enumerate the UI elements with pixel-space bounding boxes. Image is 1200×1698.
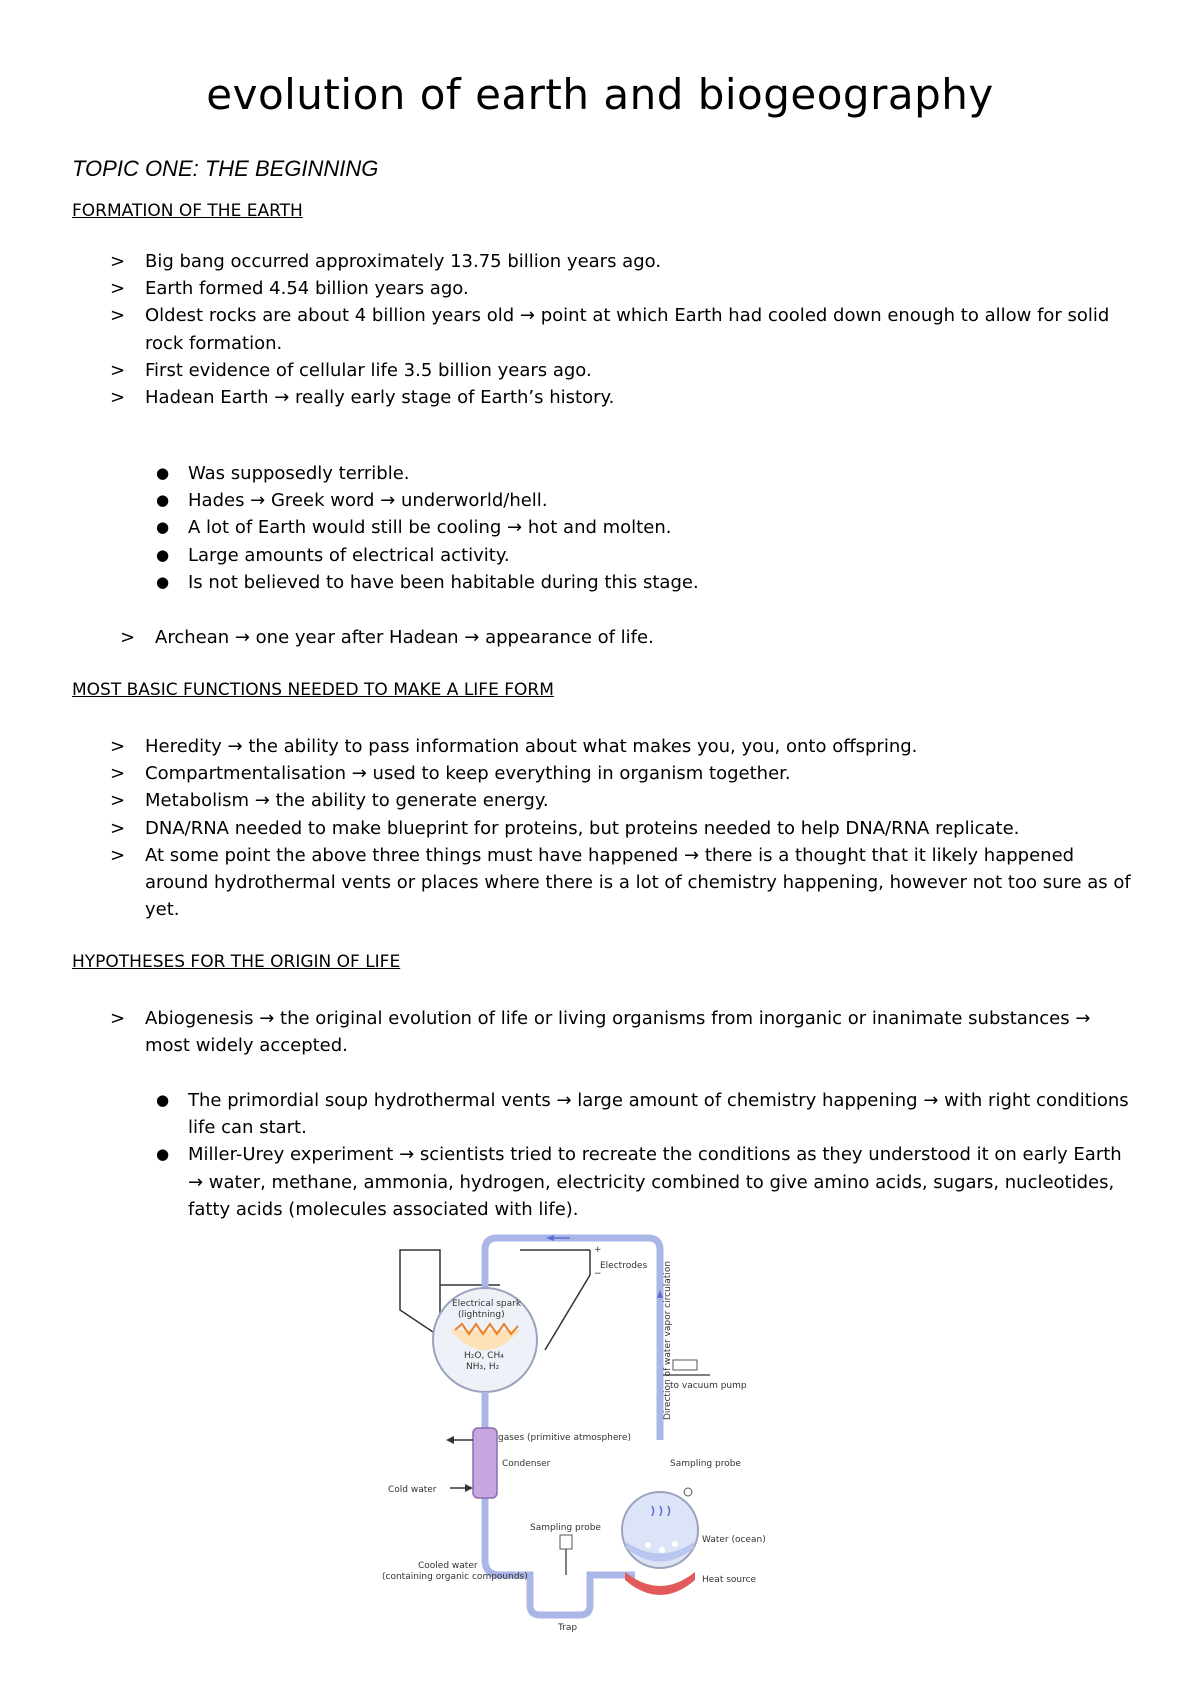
bullet-icon: ● <box>156 1145 170 1164</box>
list-item: ● The primordial soup hydrothermal vents → large amount of chemistry happening → with right conditions life can start. <box>188 1087 1138 1141</box>
electrode-plus-label: + <box>594 1245 602 1255</box>
bubble <box>645 1542 651 1548</box>
sampling-probe-bottom-label: Sampling probe <box>530 1523 601 1533</box>
list-item: ● Was supposedly terrible. <box>188 460 1138 487</box>
cold-water-label: Cold water <box>388 1485 437 1495</box>
hadean-sublist <box>156 460 1138 596</box>
bullet-icon: ● <box>156 518 170 537</box>
arrow-bullet-icon: > <box>110 251 126 272</box>
list-item: ● Is not believed to have been habitable during this stage. <box>188 569 1138 596</box>
list-item: > Hadean Earth → really early stage of Earth’s history. <box>145 384 1135 411</box>
arrow-bullet-icon: > <box>110 305 126 327</box>
list-item: ● Large amounts of electrical activity. <box>188 542 1138 569</box>
arrow-bullet-icon: > <box>110 790 126 812</box>
coolant-out-arrow-icon <box>446 1436 454 1444</box>
vacuum-pump-label: to vacuum pump <box>670 1381 747 1391</box>
sampling-probe-top-label: Sampling probe <box>670 1459 741 1469</box>
circulation-label: Direction of water vapor circulation <box>663 1260 673 1420</box>
trap-label: Trap <box>558 1623 578 1633</box>
bullet-icon: ● <box>156 572 170 591</box>
list-item: > Big bang occurred approximately 13.75 billion years ago. <box>145 248 1135 275</box>
bullet-icon: ● <box>156 491 170 510</box>
list-item: > Oldest rocks are about 4 billion years old → point at which Earth had cooled down enough to allow for solid rock formation. <box>145 302 1135 356</box>
page-title: evolution of earth and biogeography <box>206 70 994 119</box>
bullet-icon: ● <box>156 545 170 564</box>
functions-list <box>110 733 1135 923</box>
topic-heading: TOPIC ONE: THE BEGINNING <box>72 156 379 181</box>
list-item: > Heredity → the ability to pass information about what makes you, you, onto offspring. <box>145 733 1135 760</box>
section-heading-basic-functions: MOST BASIC FUNCTIONS NEEDED TO MAKE A LIFE FORM <box>72 680 554 700</box>
sampling-probe-top <box>684 1488 692 1496</box>
arrow-bullet-icon: > <box>120 627 136 648</box>
gases-label: gases (primitive atmosphere) <box>498 1433 631 1443</box>
bullet-icon: ● <box>156 1091 170 1109</box>
archean-list <box>120 624 1145 651</box>
gas-formula-1: H₂O, CH₄ <box>464 1351 504 1361</box>
electrodes-label: Electrodes <box>600 1261 648 1271</box>
trap-tube <box>525 1575 635 1615</box>
sampling-probe-bottom <box>560 1535 572 1549</box>
arrow-bullet-icon: > <box>110 1008 126 1029</box>
spark-label: Electrical spark <box>452 1299 522 1309</box>
condenser-label: Condenser <box>502 1459 551 1469</box>
electrode-wire-right <box>545 1250 590 1350</box>
water-label: Water (ocean) <box>702 1535 766 1545</box>
arrow-bullet-icon: > <box>110 359 126 381</box>
list-item: ● Miller-Urey experiment → scientists tried to recreate the conditions as they understood it on early Earth → water, methane, ammonia, hydrogen, electricity combined to give amino acids, sugars, nucleotides, fatty acids (molecules associated with life). <box>188 1141 1138 1223</box>
arrow-bullet-icon: > <box>110 844 126 866</box>
coolant-in-arrow-icon <box>465 1484 473 1492</box>
arrow-bullet-icon: > <box>110 278 126 300</box>
miller-urey-diagram <box>380 1230 840 1633</box>
arrow-bullet-icon: > <box>110 387 126 409</box>
bullet-icon: ● <box>156 464 170 482</box>
section-heading-formation: FORMATION OF THE EARTH <box>72 201 303 221</box>
list-item: > Earth formed 4.54 billion years ago. <box>145 275 1135 302</box>
hypotheses-list <box>110 1005 1135 1059</box>
electrode-minus-label: − <box>594 1269 602 1279</box>
bubble <box>672 1541 678 1547</box>
arrow-bullet-icon: > <box>110 817 126 839</box>
heat-source-icon <box>625 1572 695 1595</box>
gas-formula-2: NH₃, H₂ <box>466 1362 500 1372</box>
list-item: > Abiogenesis → the original evolution of life or living organisms from inorganic or inanimate substances → most widely accepted. <box>145 1005 1135 1059</box>
list-item: > Archean → one year after Hadean → appearance of life. <box>155 624 1145 651</box>
condenser-jacket <box>473 1428 497 1498</box>
heat-source-label: Heat source <box>702 1575 757 1585</box>
arrow-bullet-icon: > <box>110 763 126 785</box>
section-heading-hypotheses: HYPOTHESES FOR THE ORIGIN OF LIFE <box>72 952 401 972</box>
cooled-water-label-2: (containing organic compounds) <box>382 1572 528 1582</box>
list-item: > Compartmentalisation → used to keep everything in organism together. <box>145 760 1135 787</box>
bubble <box>659 1547 665 1553</box>
formation-list <box>110 248 1135 411</box>
abiogenesis-sublist <box>156 1087 1138 1223</box>
list-item: ● Hades → Greek word → underworld/hell. <box>188 487 1138 514</box>
cooled-water-label: Cooled water <box>418 1561 478 1571</box>
vacuum-valve-icon <box>673 1360 697 1370</box>
list-item: > First evidence of cellular life 3.5 billion years ago. <box>145 357 1135 384</box>
list-item: > At some point the above three things must have happened → there is a thought that it likely happened around hydrothermal vents or places where there is a lot of chemistry happening, however not too sure as of yet. <box>145 842 1135 924</box>
list-item: > Metabolism → the ability to generate energy. <box>145 787 1135 814</box>
list-item: ● A lot of Earth would still be cooling → hot and molten. <box>188 514 1138 541</box>
spark-label-2: (lightning) <box>458 1310 505 1320</box>
list-item: > DNA/RNA needed to make blueprint for proteins, but proteins needed to help DNA/RNA replicate. <box>145 815 1135 842</box>
arrow-bullet-icon: > <box>110 736 126 757</box>
